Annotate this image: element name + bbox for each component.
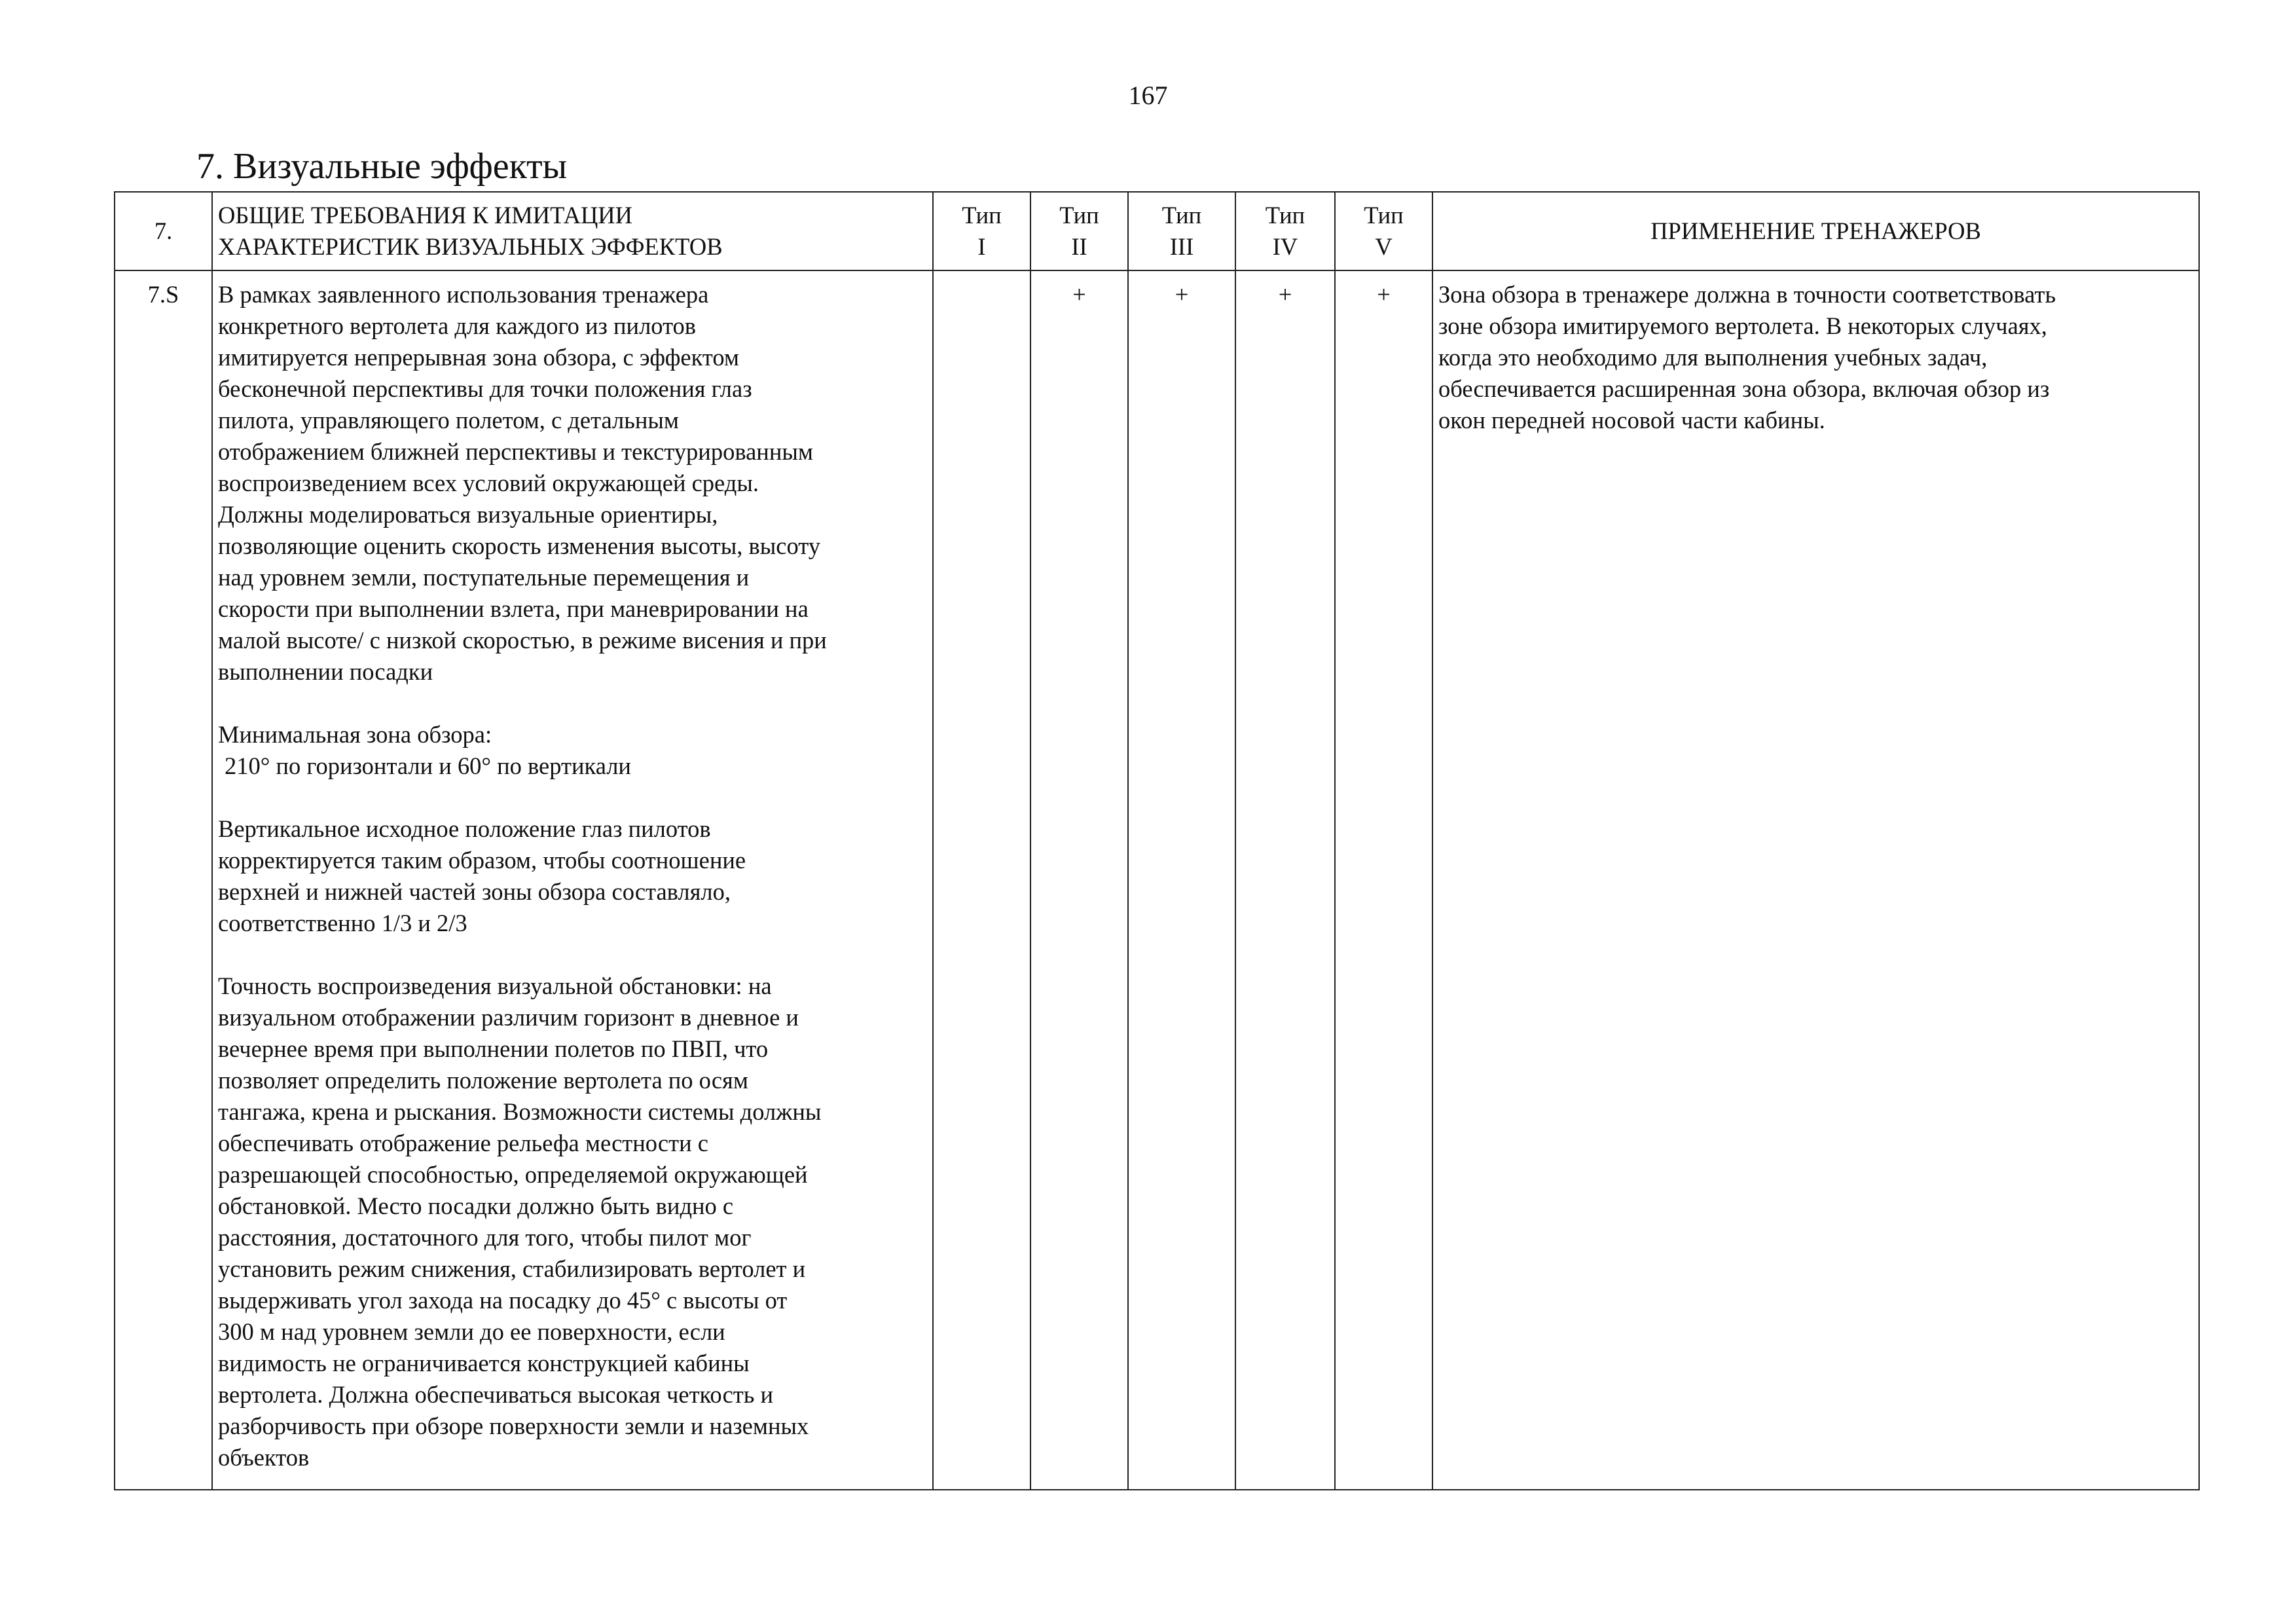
text-line: обеспечивается расширенная зона обзора, включая обзор из (1438, 375, 2050, 402)
requirements-paragraph-3 (218, 813, 927, 939)
text-line: обеспечивать отображение рельефа местности с (218, 1130, 708, 1156)
type-word: Тип (1059, 202, 1099, 229)
text-line: позволяет определить положение вертолета по осям (218, 1067, 748, 1094)
text-line: скорости при выполнении взлета, при маневрировании на (218, 595, 809, 622)
text-line: конкретного вертолета для каждого из пилотов (218, 312, 697, 339)
text-line: выдерживать угол захода на посадку до 45° с высоты от (218, 1287, 788, 1314)
text-line: Точность воспроизведения визуальной обстановки: на (218, 972, 772, 999)
text-line: В рамках заявленного использования тренажера (218, 281, 709, 308)
mark-type-v: + (1335, 270, 1432, 1490)
type-word: Тип (1161, 202, 1202, 229)
type-numeral: III (1169, 233, 1194, 260)
requirements-paragraph-1 (218, 279, 927, 688)
type-numeral: IV (1272, 233, 1298, 260)
text-line: позволяющие оценить скорость изменения высоты, высоту (218, 532, 820, 559)
text-line: обстановкой. Место посадки должно быть видно с (218, 1192, 734, 1219)
text-line: зоне обзора имитируемого вертолета. В некоторых случаях, (1438, 312, 2047, 339)
text-line: тангажа, крена и рыскания. Возможности системы должны (218, 1098, 822, 1125)
text-line: малой высоте/ с низкой скоростью, в режиме висения и при (218, 627, 827, 654)
requirements-paragraph-4 (218, 970, 927, 1473)
text-line: визуальном отображении различим горизонт в дневное и (218, 1004, 799, 1031)
header-application-cell (1432, 192, 2199, 270)
header-requirements-cell (212, 192, 933, 270)
text-line: 300 м над уровнем земли до ее поверхности, если (218, 1318, 725, 1345)
row-num: 7.S (147, 281, 179, 308)
header-application: ПРИМЕНЕНИЕ ТРЕНАЖЕРОВ (1650, 217, 1981, 244)
header-type-iii (1128, 192, 1235, 270)
table-row (115, 270, 2199, 1490)
text-line: воспроизведением всех условий окружающей среды. (218, 470, 759, 496)
text-line: верхней и нижней частей зоны обзора составляло, (218, 878, 731, 905)
mark-type-iv: + (1235, 270, 1335, 1490)
text-line: 210° по горизонтали и 60° по вертикали (225, 752, 631, 779)
mark-type-ii: + (1030, 270, 1128, 1490)
text-line: объектов (218, 1444, 310, 1471)
text-line: вечернее время при выполнении полетов по ПВП, что (218, 1035, 769, 1062)
text-line: окон передней носовой части кабины. (1438, 407, 1825, 434)
type-numeral: II (1071, 233, 1087, 260)
mark-type-iii: + (1128, 270, 1235, 1490)
header-type-i (933, 192, 1030, 270)
type-word: Тип (1265, 202, 1305, 229)
row-application-cell (1432, 270, 2199, 1490)
requirements-table (114, 191, 2200, 1490)
text-line: соответственно 1/3 и 2/3 (218, 910, 467, 936)
text-line: вертолета. Должна обеспечиваться высокая четкость и (218, 1381, 774, 1408)
header-requirements-line: ХАРАКТЕРИСТИК ВИЗУАЛЬНЫХ ЭФФЕКТОВ (218, 233, 723, 260)
header-type-ii (1030, 192, 1128, 270)
text-line: Должны моделироваться визуальные ориентиры, (218, 501, 718, 528)
header-num-cell (115, 192, 212, 270)
text-line: расстояния, достаточного для того, чтобы пилот мог (218, 1224, 752, 1251)
text-line: видимость не ограничивается конструкцией кабины (218, 1350, 750, 1376)
header-type-v (1335, 192, 1432, 270)
text-line: Минимальная зона обзора: (218, 721, 492, 748)
requirements-paragraph-2 (218, 719, 927, 782)
text-line: отображением ближней перспективы и текстурированным (218, 438, 813, 465)
text-line: установить режим снижения, стабилизировать вертолет и (218, 1255, 806, 1282)
row-num-cell (115, 270, 212, 1490)
text-line: разборчивость при обзоре поверхности земли и наземных (218, 1412, 809, 1439)
header-num: 7. (154, 217, 173, 244)
text-line: Вертикальное исходное положение глаз пилотов (218, 815, 711, 842)
section-title: 7. Визуальные эффекты (196, 146, 568, 187)
text-line: корректируется таким образом, чтобы соотношение (218, 847, 746, 874)
text-line: над уровнем земли, поступательные перемещения и (218, 564, 750, 591)
text-line: бесконечной перспективы для точки положения глаз (218, 375, 752, 402)
text-line: Зона обзора в тренажере должна в точности соответствовать (1438, 281, 2056, 308)
header-type-iv (1235, 192, 1335, 270)
text-line: имитируется непрерывная зона обзора, с эффектом (218, 344, 739, 371)
mark-type-i (933, 270, 1030, 1490)
text-line: когда это необходимо для выполнения учебных задач, (1438, 344, 1988, 371)
type-word: Тип (1364, 202, 1404, 229)
page-number: 167 (1128, 81, 1168, 110)
text-line: выполнении посадки (218, 658, 433, 685)
text-line: разрешающей способностью, определяемой окружающей (218, 1161, 808, 1188)
row-requirements-cell (212, 270, 933, 1490)
type-word: Тип (962, 202, 1002, 229)
table-header-row (115, 192, 2199, 270)
type-numeral: V (1375, 233, 1393, 260)
type-numeral: I (977, 233, 986, 260)
header-requirements-line: ОБЩИЕ ТРЕБОВАНИЯ К ИМИТАЦИИ (218, 202, 633, 229)
text-line: пилота, управляющего полетом, с детальным (218, 407, 680, 434)
